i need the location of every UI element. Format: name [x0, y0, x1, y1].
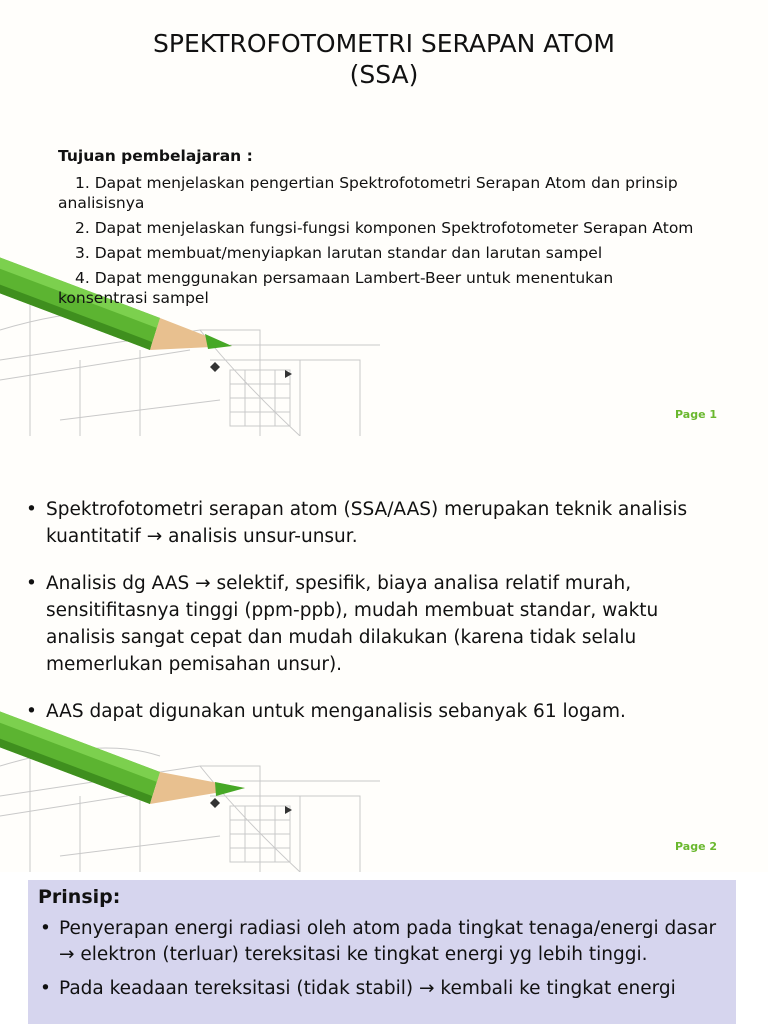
bullet-marker: • — [26, 499, 37, 520]
page-number: Page 1 — [675, 408, 718, 421]
page-number: Page 2 — [675, 840, 718, 853]
goals-heading: Tujuan pembelajaran : — [58, 147, 253, 165]
principle-list — [40, 916, 730, 1010]
learning-goals — [58, 146, 698, 313]
page-title — [0, 28, 768, 90]
bullet-marker: • — [40, 978, 51, 999]
list-item: • Spektrofotometri serapan atom (SSA/AAS) merupakan teknik analisis kuantitatif → analisis unsur-unsur. — [26, 496, 726, 550]
list-item: • AAS dapat digunakan untuk menganalisis sebanyak 61 logam. — [26, 698, 726, 725]
list-item: • Penyerapan energi radiasi oleh atom pada tingkat tenaga/energi dasar → elektron (terluar) tereksitasi ke tingkat energi yg lebih tinggi. — [40, 916, 730, 968]
list-item: • Analisis dg AAS → selektif, spesifik, biaya analisa relatif murah, sensitifitasnya tinggi (ppm-ppb), mudah membuat standar, waktu analisis sangat cepat dan mudah dilakukan (karena tidak selalu memerlukan pemisahan unsur). — [26, 570, 726, 678]
principle-heading: Prinsip: — [38, 886, 121, 908]
goal-item: 4. Dapat menggunakan persamaan Lambert-Beer untuk menentukan konsentrasi sampel — [58, 269, 614, 307]
goal-item: 3. Dapat membuat/menyiapkan larutan standar dan larutan sampel — [75, 244, 603, 262]
title-line-1: SPEKTROFOTOMETRI SERAPAN ATOM — [153, 29, 615, 58]
goal-item: 1. Dapat menjelaskan pengertian Spektrofotometri Serapan Atom dan prinsip analisisnya — [58, 174, 678, 212]
bullet-list — [26, 496, 726, 745]
goal-item: 2. Dapat menjelaskan fungsi-fungsi komponen Spektrofotometer Serapan Atom — [75, 219, 694, 237]
slide-1 — [0, 0, 768, 436]
bullet-marker: • — [26, 701, 37, 722]
bullet-marker: • — [40, 918, 51, 939]
slide-2 — [0, 436, 768, 872]
list-item: • Pada keadaan tereksitasi (tidak stabil) → kembali ke tingkat energi — [40, 976, 730, 1002]
bullet-marker: • — [26, 573, 37, 594]
slide-3 — [0, 872, 768, 1024]
title-line-2: (SSA) — [349, 60, 419, 89]
principle-box — [28, 880, 736, 1024]
